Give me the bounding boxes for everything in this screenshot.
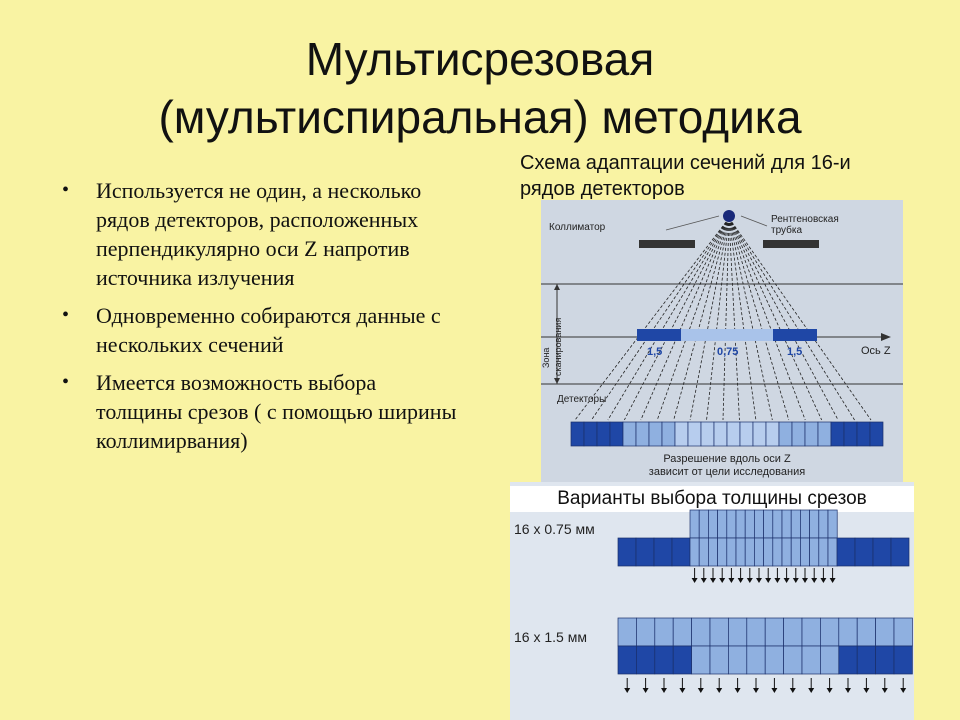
detector-cell: [820, 646, 838, 674]
beam-ray: [729, 218, 855, 420]
detector-cell: [844, 422, 857, 446]
detector-cell: [747, 646, 765, 674]
detector-row: [571, 422, 883, 446]
detector-cell: [710, 618, 728, 646]
detector-cell: [765, 646, 783, 674]
detector-cell: [710, 646, 728, 674]
signal-arrow-head: [793, 578, 799, 583]
beam-ray: [729, 218, 805, 420]
signal-arrow-head: [710, 578, 716, 583]
detector-cell: [728, 646, 746, 674]
tube-label-2: трубка: [771, 225, 803, 236]
detector-cell: [699, 538, 708, 566]
detector-cell: [839, 618, 857, 646]
detector-cell: [800, 510, 809, 538]
detector-cell: [727, 538, 736, 566]
detector-cell: [690, 538, 699, 566]
detector-cell: [791, 510, 800, 538]
beam-ray: [641, 218, 729, 420]
detector-cell: [802, 646, 820, 674]
beam-ray: [624, 218, 729, 420]
collimator-right: [763, 240, 819, 248]
bullet-dot-icon: •: [62, 304, 70, 326]
detector-cell: [736, 510, 745, 538]
detector-cell: [766, 422, 779, 446]
variant-075: [618, 510, 909, 583]
detector-cell: [818, 422, 831, 446]
signal-arrow-head: [738, 578, 744, 583]
detector-cell: [636, 538, 654, 566]
detector-cell: [745, 538, 754, 566]
detector-cell: [610, 422, 623, 446]
signal-arrow-head: [698, 688, 704, 693]
beam-ray: [729, 218, 822, 420]
detector-cell: [839, 646, 857, 674]
detector-cell: [773, 510, 782, 538]
signal-arrow-head: [790, 688, 796, 693]
detector-cell: [831, 422, 844, 446]
detector-cell: [649, 422, 662, 446]
detector-cell: [662, 422, 675, 446]
bullet-dot-icon: •: [62, 179, 70, 201]
bullet-text-1: Используется не один, а несколько рядов детекторов, расположенных перпендикулярно оси Z напротив источника излучения: [96, 178, 422, 290]
detector-cell: [782, 510, 791, 538]
detector-cell: [857, 422, 870, 446]
detector-cell: [870, 422, 883, 446]
signal-arrow-head: [701, 578, 707, 583]
variant-15-label: 16 x 1.5 мм: [514, 629, 587, 645]
detector-cell: [873, 538, 891, 566]
signal-arrow-head: [661, 688, 667, 693]
bullet-text-2: Одновременно собираются данные с нескольких сечений: [96, 303, 441, 357]
detector-cell: [779, 422, 792, 446]
slide-title: [40, 30, 920, 146]
signal-arrow-head: [820, 578, 826, 583]
detector-cell: [810, 538, 819, 566]
scheme-diagram: [541, 200, 903, 482]
detector-cell: [876, 618, 894, 646]
detector-cell: [792, 422, 805, 446]
scheme-caption: Схема адаптации сечений для 16-и рядов детекторов: [520, 152, 851, 200]
detector-cell: [618, 618, 636, 646]
detector-cell: [894, 618, 912, 646]
detector-cell: [699, 510, 708, 538]
signal-arrow-head: [624, 688, 630, 693]
detector-cell: [571, 422, 584, 446]
bullet-item-1: [62, 176, 462, 292]
detector-cell: [692, 646, 710, 674]
detector-cell: [692, 618, 710, 646]
detector-cell: [810, 510, 819, 538]
signal-arrow-head: [765, 578, 771, 583]
variant-15: [618, 618, 912, 693]
signal-arrow-head: [756, 578, 762, 583]
detector-cell: [855, 538, 873, 566]
detector-cell: [673, 646, 691, 674]
width-left-label: 1,5: [647, 346, 663, 358]
signal-arrow-head: [735, 688, 741, 693]
beam-ray: [674, 218, 729, 420]
detector-cell: [784, 646, 802, 674]
signal-arrow-head: [863, 688, 869, 693]
signal-arrow-head: [774, 578, 780, 583]
signal-arrow-head: [692, 578, 698, 583]
detector-cell: [765, 618, 783, 646]
detector-cell: [828, 538, 837, 566]
detector-cell: [618, 538, 636, 566]
detectors-label: Детекторы: [557, 394, 607, 405]
width-right-label: 1,5: [787, 346, 803, 358]
detector-cell: [655, 646, 673, 674]
detector-cell: [740, 422, 753, 446]
detector-cell: [690, 510, 699, 538]
detector-cell: [805, 422, 818, 446]
detector-cell: [747, 618, 765, 646]
beam-ray: [575, 218, 729, 420]
signal-arrow-head: [827, 688, 833, 693]
detector-cell: [837, 538, 855, 566]
detector-cell: [894, 646, 912, 674]
detector-cell: [784, 618, 802, 646]
detector-cell: [764, 510, 773, 538]
detector-cell: [745, 510, 754, 538]
thickness-variants: [510, 482, 914, 720]
signal-arrow-head: [771, 688, 777, 693]
detector-cell: [701, 422, 714, 446]
bullet-text-3: Имеется возможность выбора толщины срезов ( с помощью ширины коллимирвания): [96, 370, 457, 453]
detector-cell: [857, 618, 875, 646]
detector-cell: [764, 538, 773, 566]
beam-ray: [608, 218, 729, 420]
detector-cell: [791, 538, 800, 566]
signal-arrow-head: [716, 688, 722, 693]
bullet-item-2: [62, 301, 462, 359]
detector-cell: [754, 538, 763, 566]
detector-cell: [728, 618, 746, 646]
detector-cell: [636, 618, 654, 646]
variant-075-label: 16 x 0.75 мм: [514, 521, 595, 537]
beam-ray: [729, 218, 871, 420]
signal-arrow-head: [784, 578, 790, 583]
signal-arrow-head: [900, 688, 906, 693]
scan-slab: [637, 329, 817, 341]
resolution-label-1: Разрешение вдоль оси Z: [663, 453, 791, 465]
signal-arrow-head: [643, 688, 649, 693]
detector-cell: [820, 618, 838, 646]
bullet-dot-icon: •: [62, 371, 70, 393]
detector-cell: [802, 618, 820, 646]
detector-cell: [727, 510, 736, 538]
detector-cell: [708, 538, 717, 566]
detector-cell: [891, 538, 909, 566]
signal-arrow-head: [753, 688, 759, 693]
signal-arrow-head: [808, 688, 814, 693]
title-line-1: Мультисрезовая: [305, 33, 655, 85]
tube-label-1: Рентгеновская: [771, 214, 839, 225]
detector-cell: [754, 510, 763, 538]
detector-cell: [736, 538, 745, 566]
detector-cell: [753, 422, 766, 446]
detector-cell: [636, 422, 649, 446]
detector-cell: [718, 510, 727, 538]
zone-label-1: Зона: [541, 347, 551, 368]
detector-cell: [857, 646, 875, 674]
detector-cell: [655, 618, 673, 646]
resolution-label-2: зависит от цели исследования: [648, 466, 806, 478]
bullet-item-3: [62, 368, 462, 455]
bullet-list: [62, 176, 462, 464]
detector-cell: [876, 646, 894, 674]
detector-cell: [773, 538, 782, 566]
detector-cell: [688, 422, 701, 446]
detector-cell: [708, 510, 717, 538]
detector-cell: [828, 510, 837, 538]
beam-ray: [729, 218, 838, 420]
detector-cell: [673, 618, 691, 646]
zone-label-2: сканирования: [553, 317, 563, 376]
detector-cell: [654, 538, 672, 566]
detector-cell: [718, 538, 727, 566]
detector-cell: [675, 422, 688, 446]
x-ray-tube-icon: [723, 210, 735, 222]
collimator-label: Коллиматор: [549, 222, 606, 233]
detector-cell: [727, 422, 740, 446]
detector-cell: [714, 422, 727, 446]
signal-arrow-head: [845, 688, 851, 693]
collimator-left: [639, 240, 695, 248]
title-line-2: (мультиспиральная) методика: [158, 91, 802, 143]
detector-cell: [597, 422, 610, 446]
variants-caption: Варианты выбора толщины срезов: [510, 486, 914, 512]
detector-cell: [618, 646, 636, 674]
signal-arrow-head: [728, 578, 734, 583]
beam-ray: [591, 218, 729, 420]
detector-cell: [819, 538, 828, 566]
detector-cell: [672, 538, 690, 566]
axis-label: Ось Z: [861, 345, 891, 357]
signal-arrow-head: [811, 578, 817, 583]
signal-arrow-head: [882, 688, 888, 693]
signal-arrow-head: [747, 578, 753, 583]
detector-cell: [584, 422, 597, 446]
detector-cell: [819, 510, 828, 538]
x-ray-beams: [575, 218, 871, 420]
signal-arrow-head: [679, 688, 685, 693]
signal-arrow-head: [719, 578, 725, 583]
beam-ray: [729, 218, 756, 420]
detector-cell: [623, 422, 636, 446]
detector-cell: [782, 538, 791, 566]
detector-cell: [800, 538, 809, 566]
width-mid-label: 0,75: [717, 346, 739, 358]
signal-arrow-head: [802, 578, 808, 583]
detector-cell: [636, 646, 654, 674]
signal-arrow-head: [830, 578, 836, 583]
